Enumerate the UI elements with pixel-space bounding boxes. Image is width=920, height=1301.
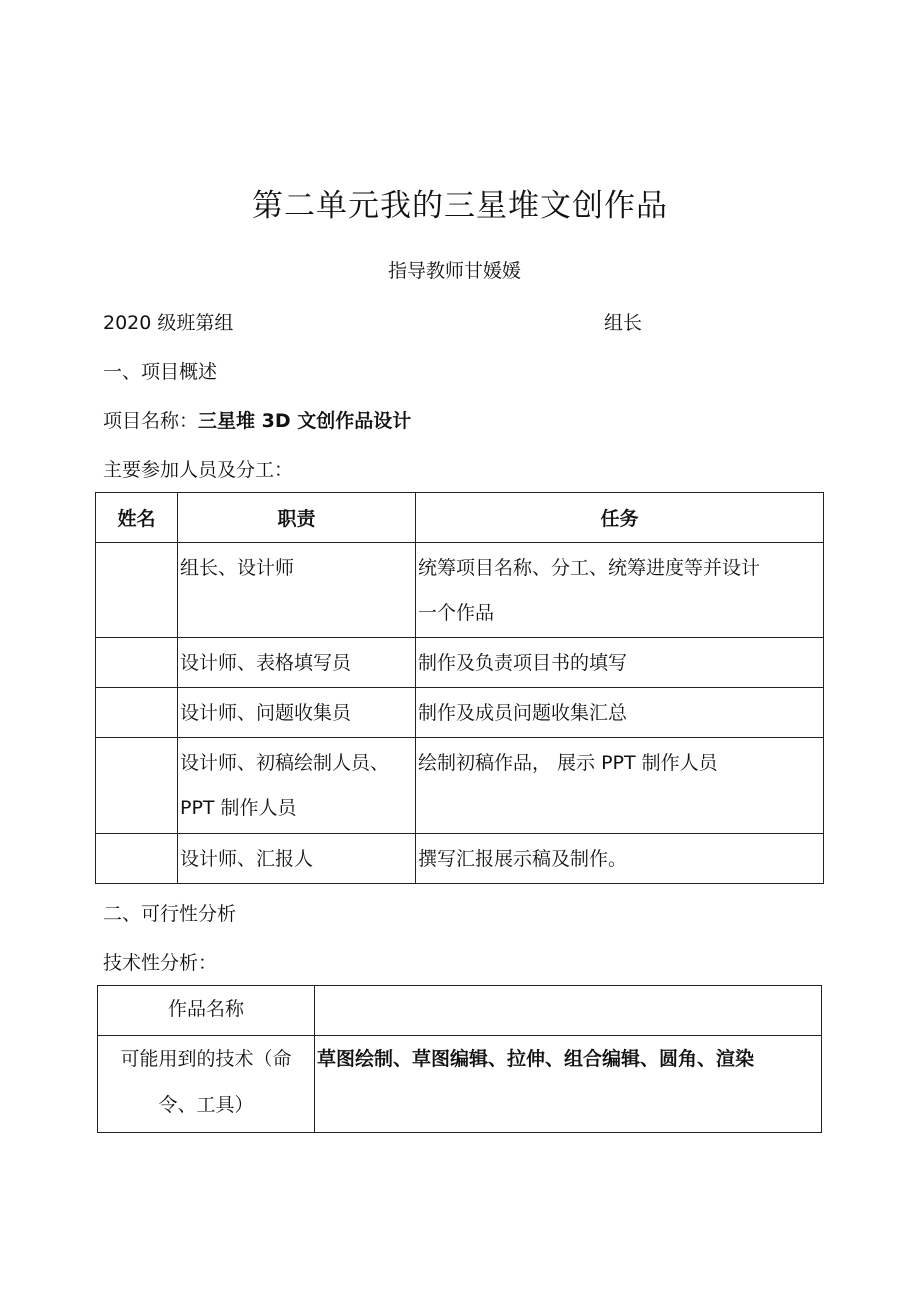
work-name-value[interactable] xyxy=(315,986,822,1036)
tech-used-label: 可能用到的技术（命 令、工具） xyxy=(98,1036,315,1133)
header-name: 姓名 xyxy=(96,493,178,543)
tech-used-value[interactable]: 草图绘制、草图编辑、拉伸、组合编辑、圆角、渲染 xyxy=(315,1036,822,1133)
table-row xyxy=(98,986,822,1036)
advisor-line: 指导教师甘媛媛 xyxy=(388,260,522,282)
table-row xyxy=(96,543,824,638)
member-role-cell: 组长、设计师 xyxy=(178,543,416,638)
header-task: 任务 xyxy=(416,493,824,543)
member-role-cell: 设计师、问题收集员 xyxy=(178,688,416,738)
member-name-cell[interactable] xyxy=(96,738,178,834)
member-task-cell: 制作及成员问题收集汇总 xyxy=(416,688,824,738)
project-name-value: 三星堆 3D 文创作品设计 xyxy=(198,410,412,432)
member-task-cell: 统筹项目名称、分工、统筹进度等并设计 一个作品 xyxy=(416,543,824,638)
member-name-cell[interactable] xyxy=(96,638,178,688)
members-table-header-row xyxy=(96,493,824,543)
member-task-cell: 绘制初稿作品， 展示 PPT 制作人员 xyxy=(416,738,824,834)
member-task-cell: 撰写汇报展示稿及制作。 xyxy=(416,834,824,884)
member-name-cell[interactable] xyxy=(96,543,178,638)
document-title: 第二单元我的三星堆文创作品 xyxy=(252,188,668,224)
project-name-label: 项目名称： xyxy=(103,410,199,432)
member-role-cell: 设计师、初稿绘制人员、 PPT 制作人员 xyxy=(178,738,416,834)
project-name-line xyxy=(103,406,411,433)
member-role-cell: 设计师、表格填写员 xyxy=(178,638,416,688)
tech-table xyxy=(97,985,822,1133)
class-group-line: 2020 级班第组 xyxy=(103,312,234,334)
member-role-cell: 设计师、汇报人 xyxy=(178,834,416,884)
group-leader-label: 组长 xyxy=(604,312,643,334)
member-name-cell[interactable] xyxy=(96,834,178,884)
section-heading-feasibility: 二、可行性分析 xyxy=(103,903,237,925)
table-row xyxy=(96,638,824,688)
table-row xyxy=(96,834,824,884)
header-role: 职责 xyxy=(178,493,416,543)
table-row xyxy=(98,1036,822,1133)
work-name-label: 作品名称 xyxy=(98,986,315,1036)
members-table xyxy=(95,492,824,884)
section-heading-overview: 一、项目概述 xyxy=(103,361,218,383)
tech-analysis-label: 技术性分析： xyxy=(103,952,218,974)
table-row xyxy=(96,688,824,738)
members-label: 主要参加人员及分工： xyxy=(103,459,294,481)
member-name-cell[interactable] xyxy=(96,688,178,738)
table-row xyxy=(96,738,824,834)
member-task-cell: 制作及负责项目书的填写 xyxy=(416,638,824,688)
